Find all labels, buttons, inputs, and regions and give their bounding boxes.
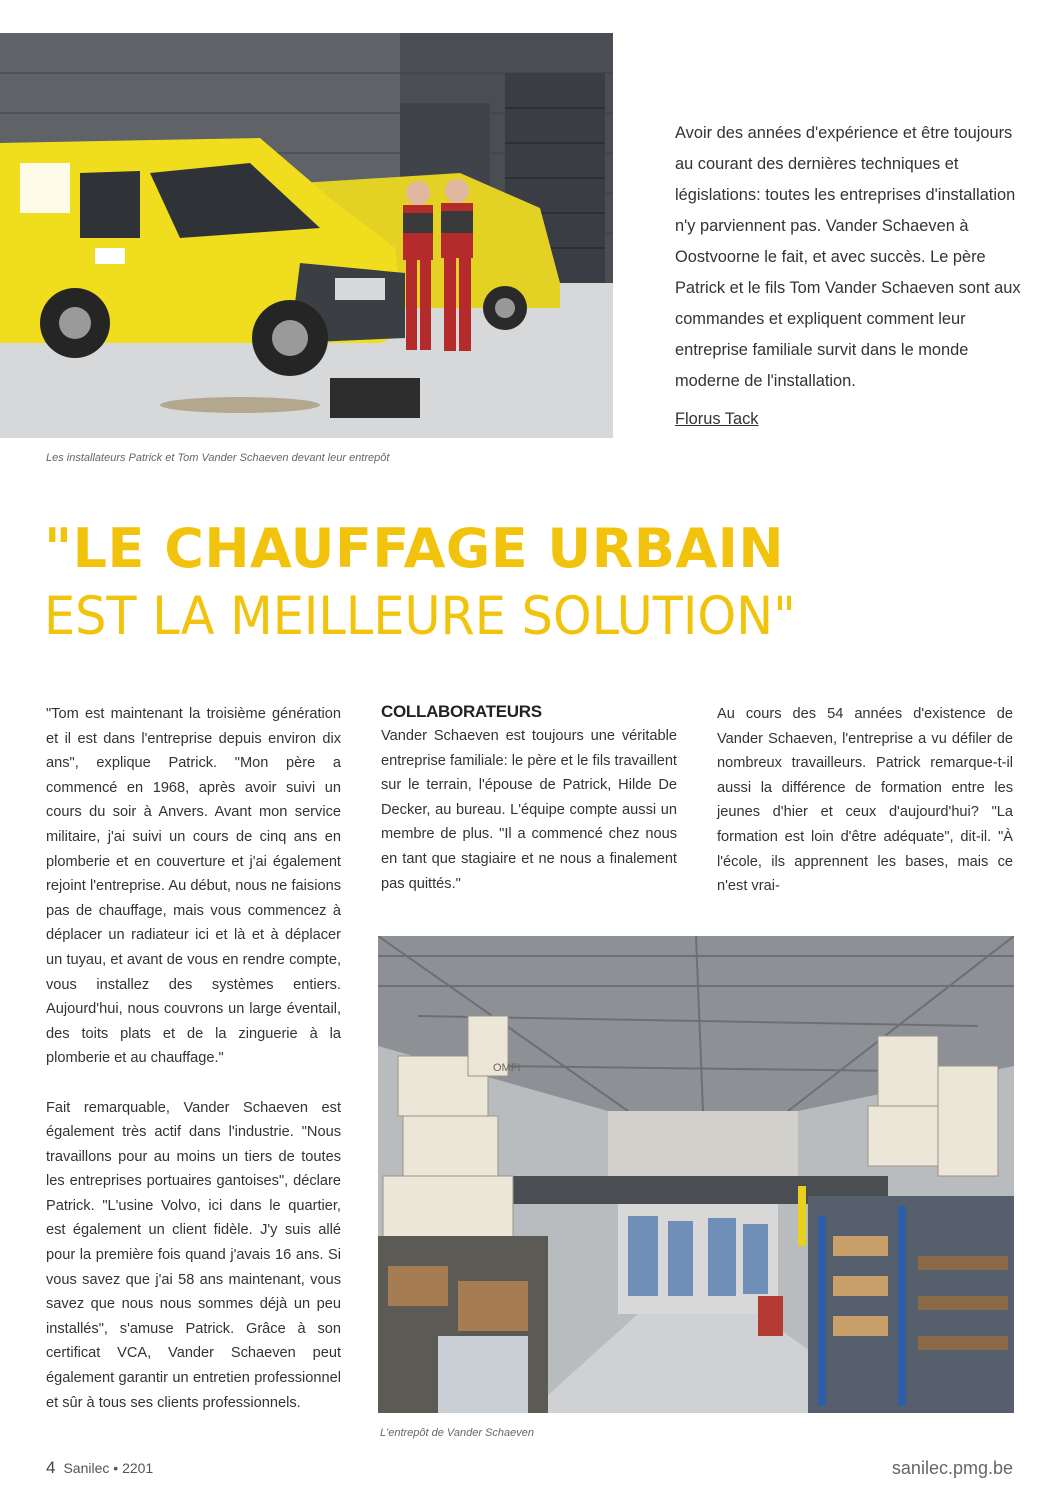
headline-line-2: EST LA MEILLEURE SOLUTION": [44, 586, 796, 647]
photo-caption-top: Les installateurs Patrick et Tom Vander Schaeven devant leur entrepôt: [46, 452, 390, 464]
headline-line-1: "LE CHAUFFAGE URBAIN: [44, 517, 785, 580]
article-intro: Avoir des années d'expérience et être toujours au courant des dernières techniques et législations: toutes les entreprises d'installation n'y parviennent pas. Vander Schaeven à Oostvoorne le fait, et avec succès. Le père Patrick et le fils Tom Vander Schaeven sont aux commandes et expliquent comment leur entreprise familiale survit dans le monde moderne de l'installation.: [675, 124, 1021, 390]
installers-photo: [0, 33, 613, 438]
article-column-2: [381, 700, 677, 921]
paragraph: Vander Schaeven est toujours une véritable entreprise familiale: le père et le fils travaillent sur le terrain, l'épouse de Patrick, Hilde De Decker, au bureau. L'équipe compte aussi un membre de plus. "Il a commencé chez nous en tant que stagiaire et ne nous a finalement pas quittés.": [381, 728, 677, 892]
author-link[interactable]: Florus Tack: [675, 410, 759, 428]
article-column-1: [46, 702, 341, 1440]
page-number: 4: [46, 1458, 56, 1477]
paragraph: Au cours des 54 années d'existence de Vander Schaeven, l'entreprise a vu défiler de nombreux travailleurs. Patrick remarque-t-il aussi la différence de formation entre les jeunes d'hier et ceux d'aujourd'hui? "La formation est loin d'être adéquate", dit-il. "À l'école, ils apprennent les bases, mais ce n'est vrai-: [717, 706, 1013, 895]
paragraph: "Tom est maintenant la troisième génération et il est dans l'entreprise depuis environ dix ans", explique Patrick. "Mon père a commencé en 1968, après avoir suivi un cours du soir à Anvers. Avant mon service militaire, j'ai suivi un cours de cinq ans en plomberie et en couverture et j'ai également rejoint l'entreprise. Au début, nous ne faisions pas de chauffage, mais vous commencez à déplacer un radiateur ici et là et à déplacer un tuyau, et avant de vous en rendre compte, vous installez des systèmes entiers. Aujourd'hui, nous couvrons un large éventail, des toits plats et de la zinguerie à la plomberie et au chauffage.": [46, 706, 341, 1067]
paragraph: Fait remarquable, Vander Schaeven est également très actif dans l'industrie. "Nous travaillons pour au moins un tiers de toutes les entreprises portuaires gantoises", déclare Patrick. "L'usine Volvo, ici dans le quartier, est également un client fidèle. J'y suis allé pour la première fois quand j'avais 16 ans. Si vous savez que j'ai 58 ans maintenant, vous savez que nous nous sommes déjà un peu installés", s'amuse Patrick. Grâce à son certificat VCA, Vander Schaeven peut également garantir un entretien professionnel et sûr à tous ses clients professionnels.: [46, 1099, 341, 1411]
section-heading: COLLABORATEURS: [381, 702, 542, 721]
warehouse-photo: [378, 936, 1014, 1413]
article-column-3: [717, 702, 1013, 923]
box-print: OMFI: [493, 1062, 521, 1074]
photo-caption-bottom: L'entrepôt de Vander Schaeven: [380, 1427, 534, 1439]
footer-publication: [46, 1458, 153, 1478]
website-link[interactable]: sanilec.pmg.be: [891, 1458, 1013, 1478]
publication-issue: Sanilec • 2201: [63, 1460, 154, 1476]
